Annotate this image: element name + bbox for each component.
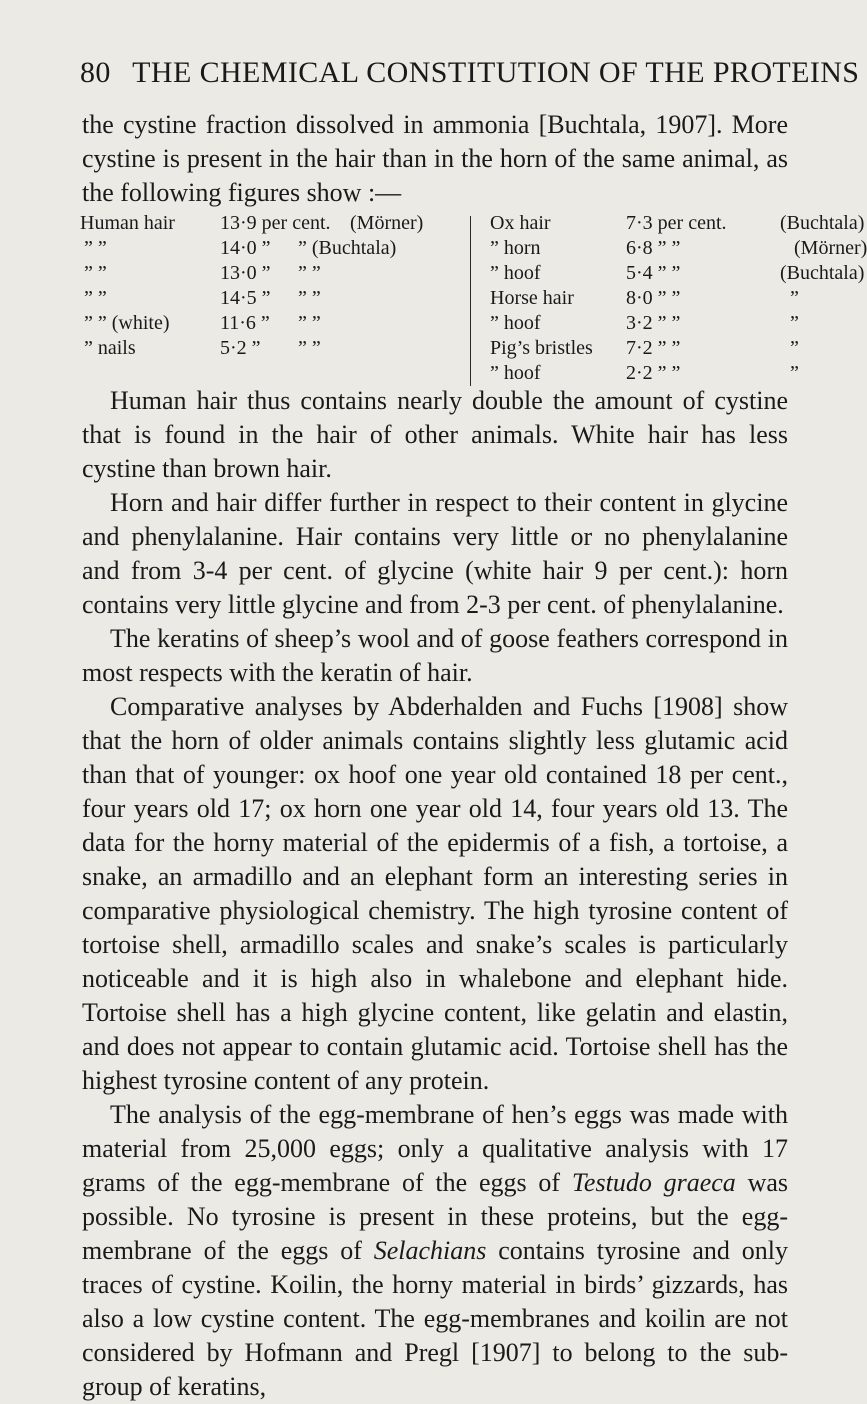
running-head-title: THE CHEMICAL CONSTITUTION OF THE PROTEINS — [132, 56, 860, 89]
value-cell: 7·3 per cent. — [626, 212, 727, 234]
text-run: contains tyrosine and only traces of cystine. Koilin, the horny material in birds’ gizzards, has also a low cystine content. The egg-membranes and koilin are not considered by Hofmann and Pregl [1907] to belong to the sub-group of keratins, — [82, 1236, 788, 1401]
value-cell: 8·0 ” ” — [626, 287, 681, 309]
paragraph — [82, 1098, 788, 1404]
body-text — [82, 384, 788, 1404]
paragraph: Human hair thus contains nearly double the amount of cystine that is found in the hair of other animals. White hair has less cystine than brown hair. — [82, 386, 788, 483]
species-name: Testudo graeca — [571, 1168, 736, 1197]
text-run: The analysis of the egg-membrane of hen’s eggs was made with material from 25,000 eggs; only a qualitative analysis with 17 grams of the egg-membrane of the eggs of — [82, 1100, 788, 1197]
source-cell: ” — [790, 362, 799, 384]
value-cell: 11·6 ” — [220, 312, 270, 334]
material-cell: ” nails — [84, 337, 136, 359]
material-cell: ” hoof — [490, 362, 541, 384]
material-cell: ” ” (white) — [84, 312, 170, 334]
material-cell: Pig’s bristles — [490, 337, 593, 359]
material-cell: ” ” — [84, 237, 107, 259]
source-cell: ” — [790, 312, 799, 334]
material-cell: Horse hair — [490, 287, 574, 309]
value-cell: 14·0 ” — [220, 237, 271, 259]
value-cell: 3·2 ” ” — [626, 312, 681, 334]
cystine-table — [80, 212, 867, 388]
paragraph: The keratins of sheep’s wool and of goose feathers correspond in most respects with the keratin of hair. — [82, 624, 788, 687]
material-cell: Ox hair — [490, 212, 551, 234]
source-cell: ” (Buchtala) — [298, 237, 397, 259]
source-cell: (Buchtala) — [780, 212, 865, 234]
source-cell: ” — [790, 287, 799, 309]
table-column-divider — [470, 216, 471, 386]
source-cell: ” — [790, 337, 799, 359]
source-cell: (Buchtala) — [780, 262, 865, 284]
value-cell: 13·9 per cent. — [220, 212, 331, 234]
source-cell: ” ” — [298, 262, 321, 284]
value-cell: 13·0 ” — [220, 262, 271, 284]
text-run: was possible. No tyrosine is present in these proteins, but the egg-membrane of the eggs of — [82, 1168, 789, 1265]
taxon-name: Selachians — [373, 1236, 487, 1265]
source-cell: (Mörner) — [350, 212, 424, 234]
value-cell: 14·5 ” — [220, 287, 271, 309]
intro-paragraph — [82, 108, 788, 210]
value-cell: 5·4 ” ” — [626, 262, 681, 284]
source-cell: ” ” — [298, 312, 321, 334]
value-cell: 7·2 ” ” — [626, 337, 681, 359]
value-cell: 6·8 ” ” — [626, 237, 681, 259]
page-number: 80 — [80, 56, 111, 89]
source-cell: ” ” — [298, 337, 321, 359]
running-header — [80, 56, 860, 90]
paragraph: Comparative analyses by Abderhalden and Fuchs [1908] show that the horn of older animals contains slightly less glutamic acid than that of younger: ox hoof one year old contained 18 per cent., four years old 17; ox horn one year old 14, four years old 13. The data for the horny material of the epidermis of a fish, a tortoise, a snake, an armadillo and an elephant form an interesting series in comparative physiological chemistry. The high tyrosine content of tortoise shell, armadillo scales and snake’s scales is particularly noticeable and it is high also in whalebone and elephant hide. Tortoise shell has a high glycine content, like gelatin and elastin, and does not appear to contain glutamic acid. Tortoise shell has the highest tyrosine content of any protein. — [82, 692, 788, 1095]
paragraph: Horn and hair differ further in respect to their content in glycine and phenylalanine. Hair contains very little or no phenylalanine and from 3-4 per cent. of glycine (white hair 9 per cent.): horn contains very little glycine and from 2-3 per cent. of phenylalanine. — [82, 488, 788, 619]
material-cell: ” ” — [84, 262, 107, 284]
material-cell: ” hoof — [490, 312, 541, 334]
value-cell: 2·2 ” ” — [626, 362, 681, 384]
material-cell: ” hoof — [490, 262, 541, 284]
material-cell: ” ” — [84, 287, 107, 309]
material-cell: ” horn — [490, 237, 541, 259]
source-cell: (Mörner) — [794, 237, 867, 259]
intro-text: the cystine fraction dissolved in ammonia [Buchtala, 1907]. More cystine is present in the hair than in the horn of the same animal, as the following figures show :— — [82, 110, 788, 207]
material-cell: Human hair — [80, 212, 175, 234]
value-cell: 5·2 ” — [220, 337, 261, 359]
source-cell: ” ” — [298, 287, 321, 309]
